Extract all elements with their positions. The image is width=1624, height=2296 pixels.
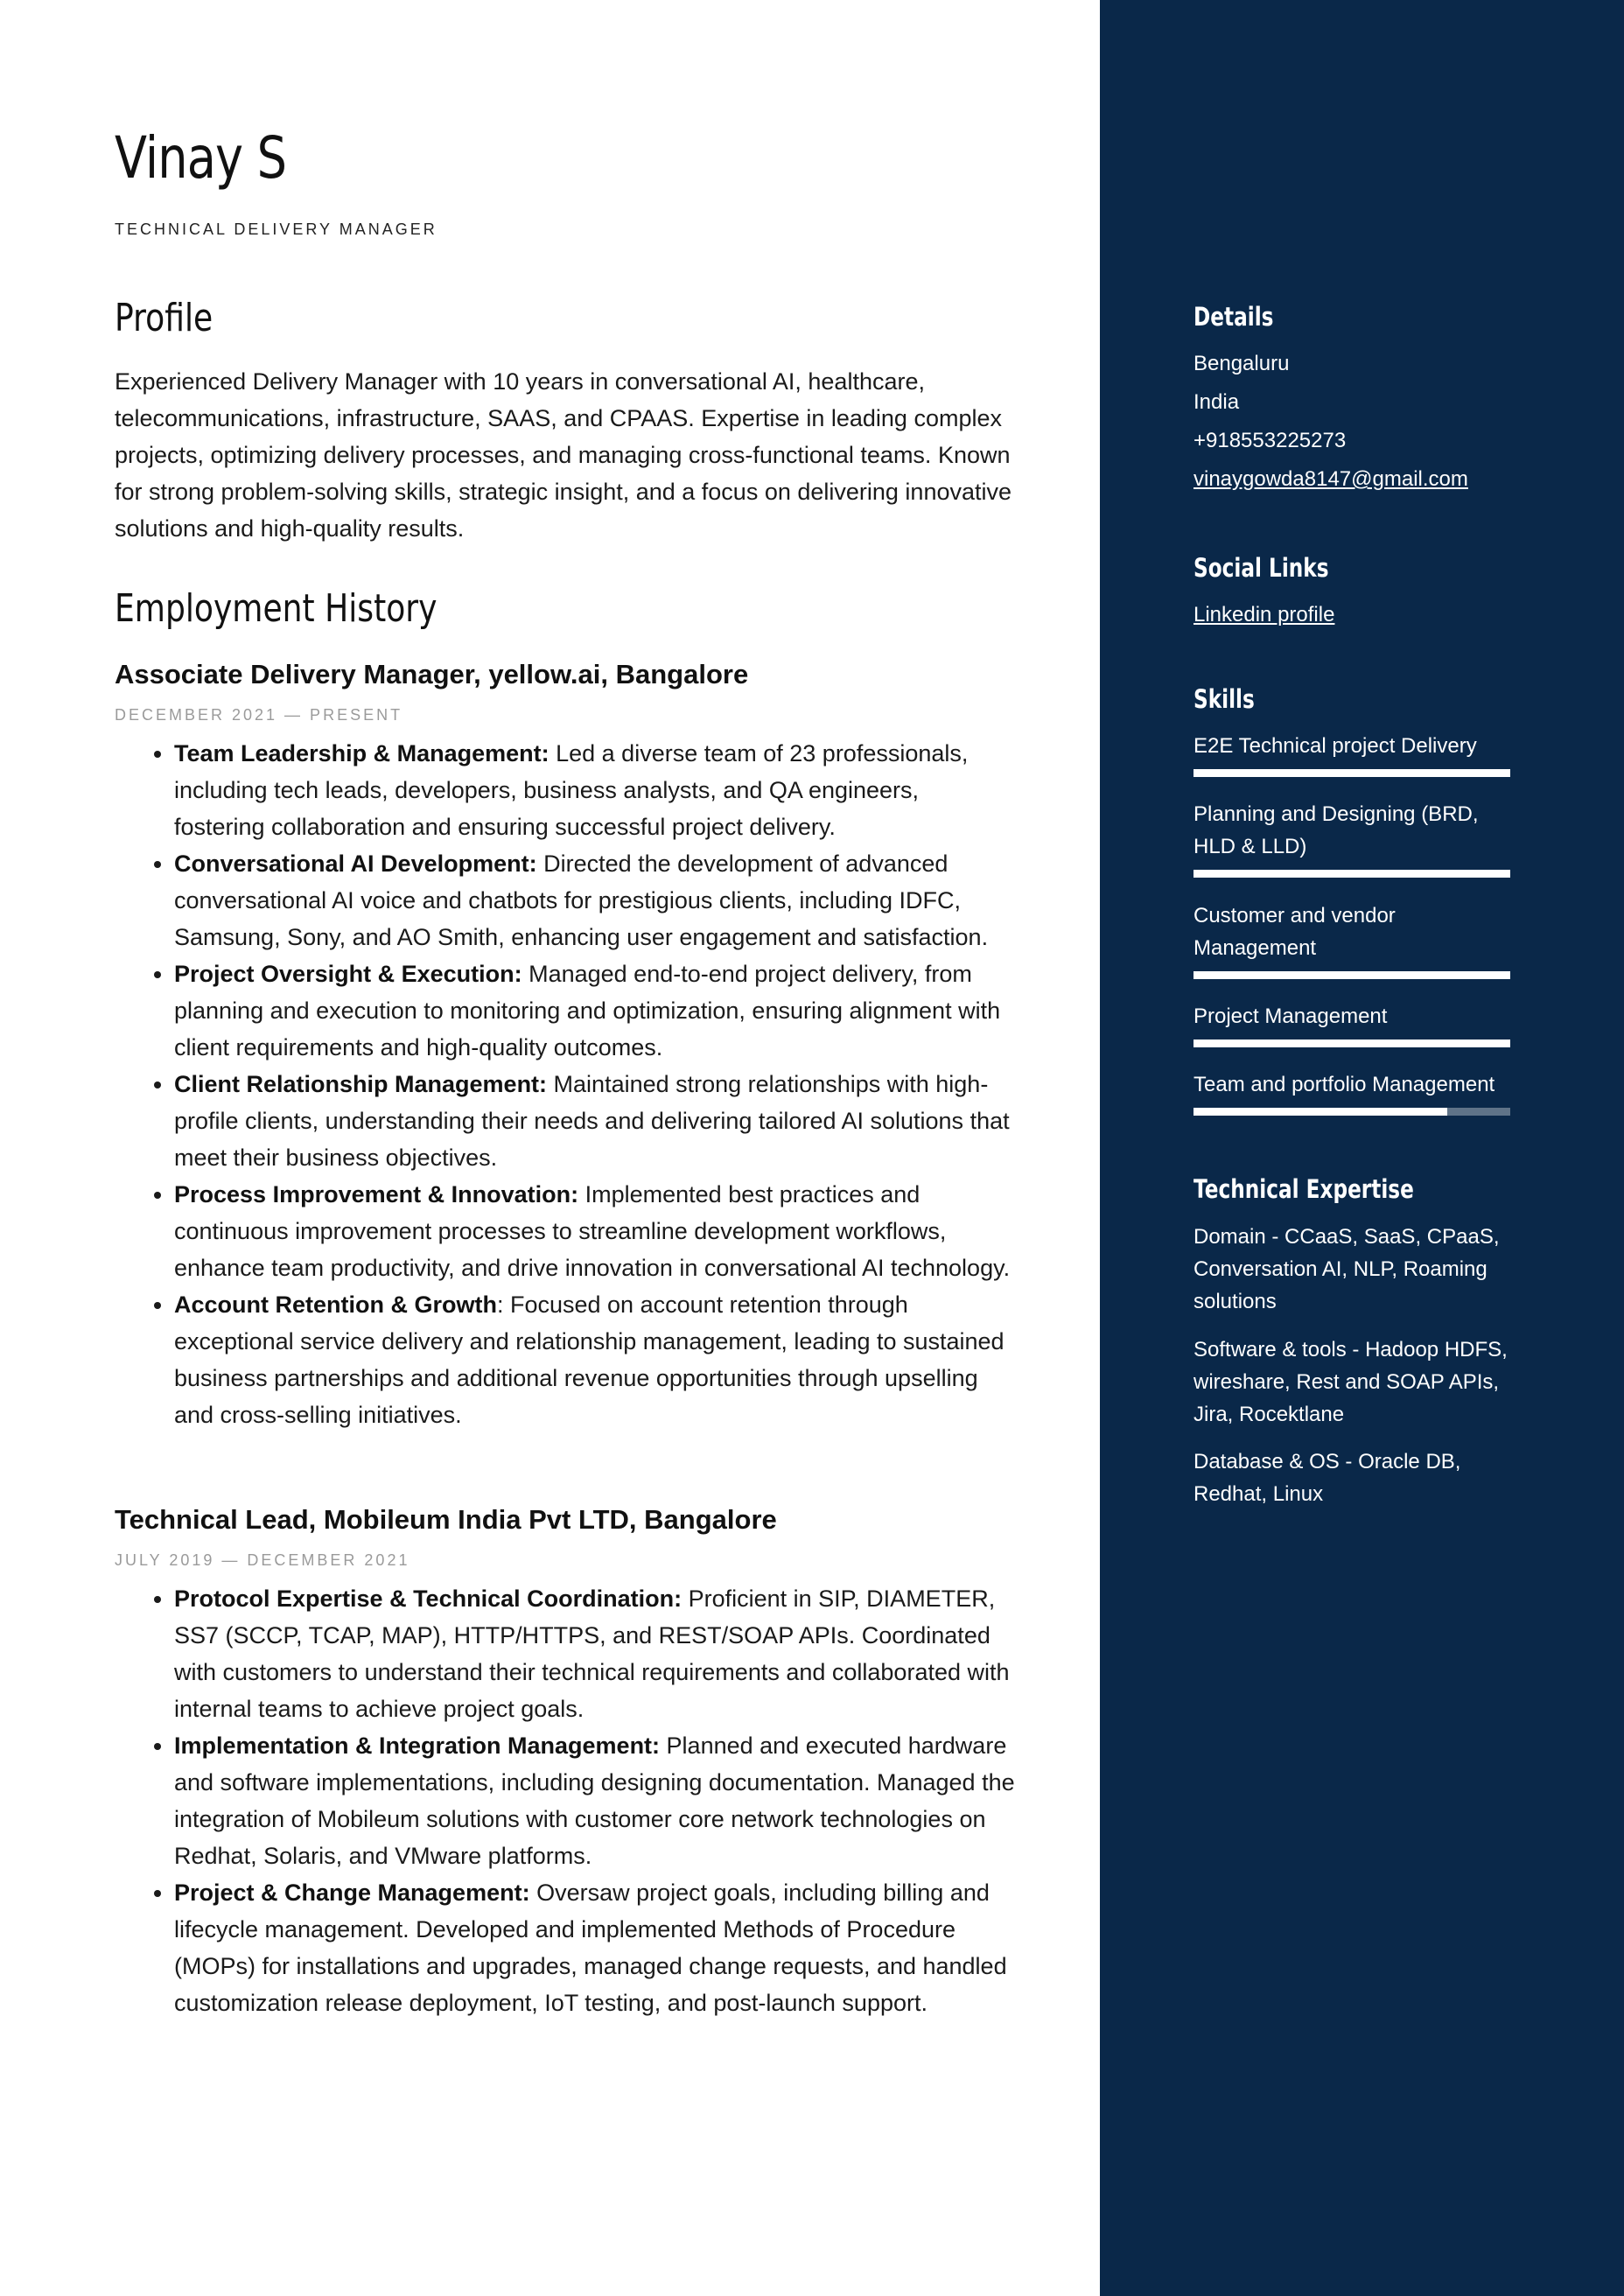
bullet-bold: Project & Change Management: (174, 1880, 530, 1906)
details-email-link[interactable]: vinaygowda8147@gmail.com (1194, 467, 1468, 491)
bullet-text: Managed end-to-end project delivery, from planning and execution to monitoring and optimization, ensuring alignment with client requirements and high-quality outcomes. (174, 961, 1001, 1060)
bullet-bold: Team Leadership & Management: (174, 740, 550, 766)
profile-heading: Profile (115, 296, 214, 340)
candidate-name: Vinay S (115, 124, 287, 192)
bullet-item (174, 735, 1016, 845)
details-city: Bengaluru (1194, 352, 1290, 375)
bullet-text: Implemented best practices and continuous improvement processes to streamline development workflows, enhance team productivity, and drive innovation in conversational AI technology. (174, 1181, 1011, 1281)
bullet-bold: Protocol Expertise & Technical Coordination: (174, 1586, 682, 1612)
bullet-bold: Client Relationship Management: (174, 1071, 548, 1097)
details-country: India (1194, 390, 1240, 414)
job-entry (115, 1502, 1016, 2021)
social-links-heading: Social Links (1194, 553, 1329, 583)
bullet-bold: Account Retention & Growth (174, 1292, 497, 1318)
bullet-text: Led a diverse team of 23 professionals, including tech leads, developers, business analysts, and QA engineers, fostering collaboration and ensuring successful project delivery. (174, 740, 969, 840)
skill-item (1194, 798, 1510, 878)
details-phone[interactable]: +918553225273 (1194, 429, 1347, 452)
skill-level-bar (1194, 769, 1510, 777)
skill-label: Project Management (1194, 1004, 1388, 1028)
profile-text: Experienced Delivery Manager with 10 years in conversational AI, healthcare, telecommunications, infrastructure, SAAS, and CPAAS. Expertise in leading complex projects, optimizing delivery processes, and managing cross-functional teams. Known for strong problem-solving skills, strategic insight, and a focus on delivering innovative solutions and high-quality results. (115, 368, 1012, 542)
skill-item (1194, 1000, 1510, 1047)
skill-item (1194, 1068, 1510, 1116)
skill-level-fill (1194, 870, 1510, 878)
job-bullets (115, 735, 1016, 1433)
job-title: TECHNICAL DELIVERY MANAGER (115, 220, 438, 238)
sidebar (1100, 0, 1624, 2296)
skill-label: Planning and Designing (BRD, HLD & LLD) (1194, 802, 1479, 858)
job-dates: DECEMBER 2021 — PRESENT (115, 706, 403, 724)
bullet-item (174, 845, 1016, 956)
bullet-text: Oversaw project goals, including billing and lifecycle management. Developed and implemented Methods of Procedure (MOPs) for installations and upgrades, managed change requests, and handled customization release deployment, IoT testing, and post-launch support. (174, 1880, 1007, 2016)
bullet-item (174, 1727, 1016, 1874)
bullet-item (174, 1286, 1016, 1433)
skill-level-fill (1194, 1108, 1447, 1116)
technical-expertise-heading: Technical Expertise (1194, 1174, 1414, 1204)
job-entry (115, 656, 1016, 1433)
skill-label: Customer and vendor Management (1194, 904, 1396, 960)
linkedin-profile-link[interactable]: Linkedin profile (1194, 603, 1335, 626)
bullet-item (174, 1580, 1016, 1727)
bullet-bold: Project Oversight & Execution: (174, 961, 522, 987)
job-bullets (115, 1580, 1016, 2021)
skill-level-fill (1194, 1040, 1510, 1047)
skills-heading: Skills (1194, 684, 1255, 714)
bullet-item (174, 1874, 1016, 2021)
bullet-text: : Focused on account retention through exceptional service delivery and relationship management, leading to sustained business partnerships and additional revenue opportunities through upselling and cross-selling initiatives. (174, 1292, 1004, 1428)
job-heading: Associate Delivery Manager, yellow.ai, Bangalore (115, 659, 749, 690)
skill-item (1194, 900, 1510, 979)
technical-expertise-item: Domain - CCaaS, SaaS, CPaaS, Conversation AI, NLP, Roaming solutions (1194, 1225, 1500, 1313)
bullet-item (174, 1176, 1016, 1286)
skill-level-bar (1194, 971, 1510, 979)
skill-item (1194, 730, 1510, 777)
bullet-text: Directed the development of advanced conversational AI voice and chatbots for prestigious clients, including IDFC, Samsung, Sony, and AO Smith, enhancing user engagement and satisfaction. (174, 850, 989, 950)
skill-level-fill (1194, 769, 1510, 777)
bullet-item (174, 956, 1016, 1066)
bullet-bold: Process Improvement & Innovation: (174, 1181, 579, 1208)
employment-heading: Employment History (115, 586, 438, 631)
technical-expertise-item: Software & tools - Hadoop HDFS, wireshare, Rest and SOAP APIs, Jira, Rocektlane (1194, 1338, 1508, 1426)
bullet-bold: Conversational AI Development: (174, 850, 537, 877)
skill-label: E2E Technical project Delivery (1194, 734, 1477, 758)
technical-expertise-item: Database & OS - Oracle DB, Redhat, Linux (1194, 1450, 1461, 1506)
skill-level-bar (1194, 870, 1510, 878)
skill-level-bar (1194, 1108, 1510, 1116)
details-heading: Details (1194, 302, 1274, 332)
bullet-bold: Implementation & Integration Management: (174, 1732, 661, 1759)
skill-label: Team and portfolio Management (1194, 1073, 1495, 1096)
job-dates: JULY 2019 — DECEMBER 2021 (115, 1551, 410, 1569)
bullet-text: Maintained strong relationships with high-profile clients, understanding their needs and delivering tailored AI solutions that meet their business objectives. (174, 1071, 1010, 1171)
job-heading: Technical Lead, Mobileum India Pvt LTD, Bangalore (115, 1504, 777, 1535)
skill-level-bar (1194, 1040, 1510, 1047)
skill-level-fill (1194, 971, 1510, 979)
bullet-text: Proficient in SIP, DIAMETER, SS7 (SCCP, TCAP, MAP), HTTP/HTTPS, and REST/SOAP APIs. Coordinated with customers to understand their technical requirements and collaborated with internal teams to achieve project goals. (174, 1586, 1010, 1722)
bullet-item (174, 1066, 1016, 1176)
bullet-text: Planned and executed hardware and software implementations, including designing documentation. Managed the integration of Mobileum solutions with customer core network technologies on Redhat, Solaris, and VMware platforms. (174, 1732, 1015, 1869)
